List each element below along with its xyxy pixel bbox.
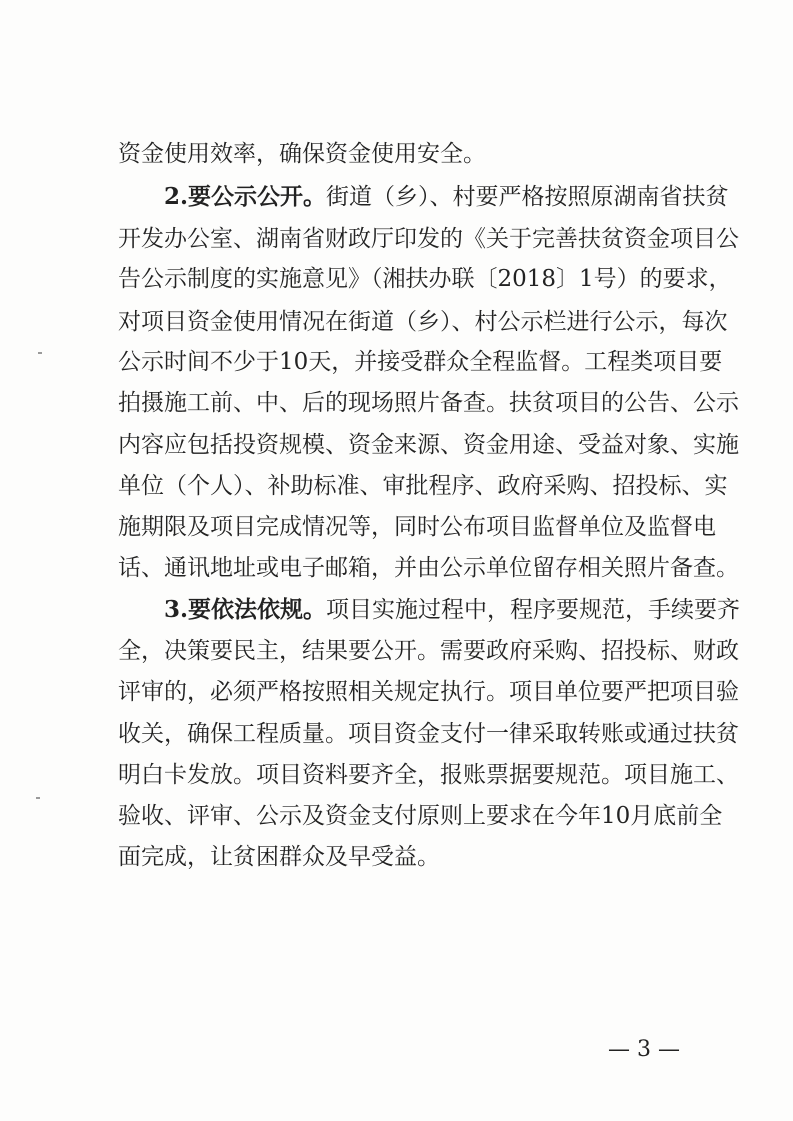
body-line-17 — [118, 801, 723, 831]
body-line-9 — [118, 471, 728, 501]
line-text: 面完成，让贫困群众及早受益。 — [118, 844, 440, 870]
body-line-16 — [118, 760, 739, 790]
line-text: 评审的，必须严格按照相关规定执行。项目单位要严把项目验 — [118, 679, 739, 705]
section-2-first-line — [164, 182, 729, 212]
body-line-11 — [118, 553, 739, 583]
line-text: 明白卡发放。项目资料要齐全，报账票据要规范。项目施工、 — [118, 762, 739, 788]
line-text: 话、通讯地址或电子邮箱，并由公示单位留存相关照片备查。 — [118, 555, 739, 581]
line-text: 告公示制度的实施意见》（湘扶办联〔2018〕1号）的要求， — [118, 266, 732, 292]
section-3-heading: 3.要依法依规。 — [164, 596, 327, 623]
scan-mark — [38, 352, 42, 354]
body-line-8 — [118, 430, 739, 460]
line-text: 施期限及项目完成情况等，同时公布项目监督单位及监督电 — [118, 514, 716, 540]
body-line-10 — [118, 512, 716, 542]
line-text: 项目实施过程中，程序要规范，手续要齐 — [326, 597, 741, 623]
line-text: 内容应包括投资规模、资金来源、资金用途、受益对象、实施 — [118, 432, 739, 458]
line-text: 开发办公室、湖南省财政厅印发的《关于完善扶贫资金项目公 — [118, 226, 739, 252]
page-number: — 3 — — [608, 1037, 680, 1062]
body-line-14 — [118, 677, 739, 707]
body-line-4 — [118, 264, 732, 294]
line-text: 街道（乡）、村要严格按照原湖南省扶贫 — [326, 184, 729, 210]
scan-mark — [36, 797, 40, 799]
body-line-1 — [118, 139, 486, 169]
line-text: 验收、评审、公示及资金支付原则上要求在今年10月底前全 — [118, 803, 723, 829]
line-text: 收关，确保工程质量。项目资金支付一律采取转账或通过扶贫 — [118, 721, 739, 747]
body-line-5 — [118, 307, 728, 337]
line-text: 公示时间不少于10天，并接受群众全程监督。工程类项目要 — [118, 349, 723, 375]
body-line-3 — [118, 224, 739, 254]
body-line-15 — [118, 719, 739, 749]
body-line-13 — [118, 636, 739, 666]
body-line-18 — [118, 842, 440, 872]
section-2-heading: 2.要公示公开。 — [164, 183, 327, 210]
line-text: 单位（个人）、补助标准、审批程序、政府采购、招投标、实 — [118, 473, 728, 499]
line-text: 拍摄施工前、中、后的现场照片备查。扶贫项目的公告、公示 — [118, 390, 739, 416]
section-3-first-line — [164, 595, 741, 625]
line-text: 全，决策要民主，结果要公开。需要政府采购、招投标、财政 — [118, 638, 739, 664]
body-line-7 — [118, 388, 739, 418]
line-text: 对项目资金使用情况在街道（乡）、村公示栏进行公示，每次 — [118, 309, 728, 335]
body-line-6 — [118, 347, 723, 377]
line-text: 资金使用效率，确保资金使用安全。 — [118, 141, 486, 167]
